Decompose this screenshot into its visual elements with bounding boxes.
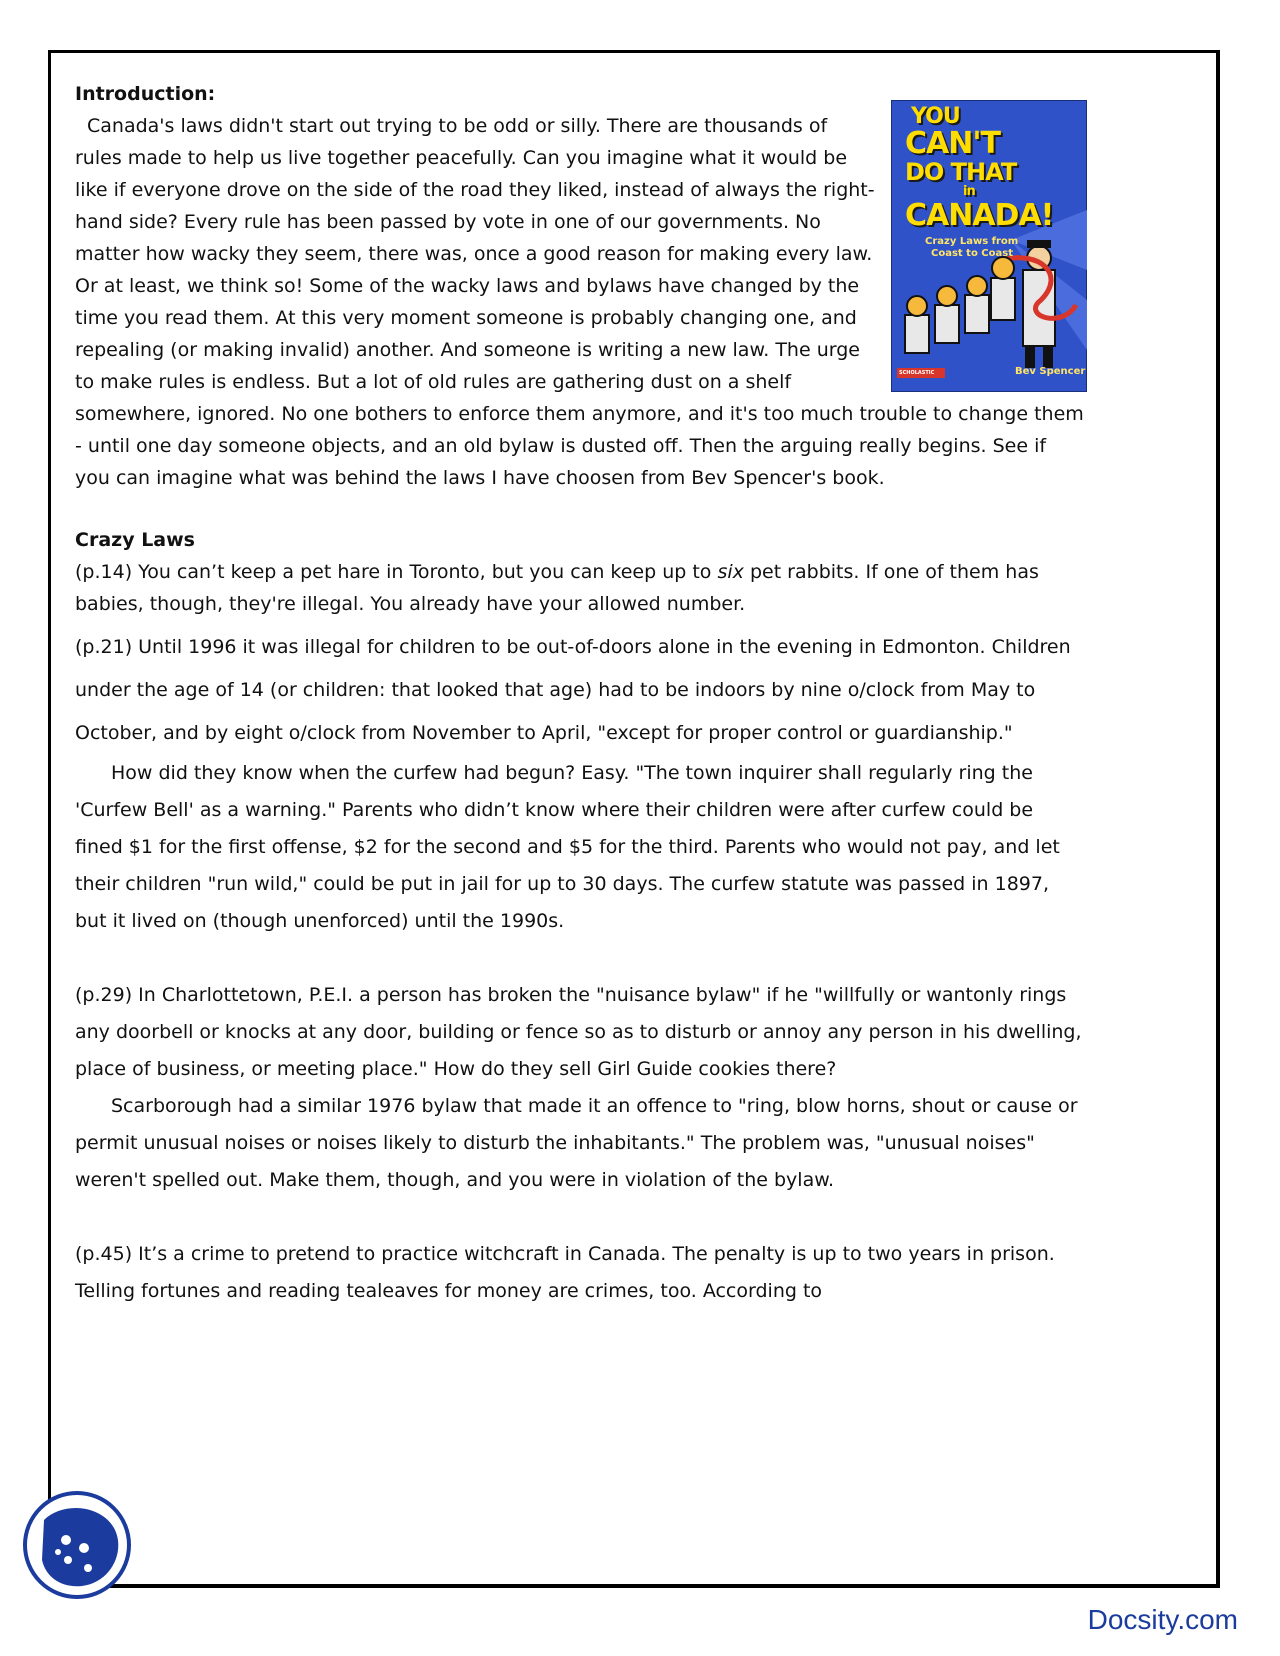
cover-title-line4: in: [963, 184, 975, 199]
law-p45: (p.45) It’s a crime to pretend to practice witchcraft in Canada. The penalty is up to two years in prison. Telling fortunes and reading tealeaves for money are crimes, too. According to: [75, 1243, 1055, 1302]
law-p21-continued: [75, 755, 1085, 940]
cover-title-line1: YOU: [911, 104, 960, 129]
intro-text: Canada's laws didn't start out trying to be odd or silly. There are thousands of rules made to help us live together peacefully. Can you imagine what it would be like if everyone drove on the side of the road they liked, instead of always the right-hand side? Every rule has been passed by vote in one of our governments. No matter how wacky they seem, there was, once a good reason for making every law. Or at least, we think so! Some of the wacky laws and bylaws have changed by the time you read them. At this very moment someone is probably changing one, and repealing (or making invalid) another. And someone is writing a new law. The urge to make rules is endless. But a lot of old rules are gathering dust on a shelf somewhere, ignored. No one bothers to enforce them anymore, and it's too much trouble to change them - until one day someone objects, and an old bylaw is dusted off. Then the arguing really begins. See if you can imagine what was behind the laws I have choosen from Bev Spencer's book.: [75, 115, 1084, 489]
cover-subtitle-line2: Coast to Coast: [931, 248, 1013, 259]
law-p14: [75, 556, 1085, 620]
intro-heading: Introduction:: [75, 83, 216, 105]
cover-title-line3: DO THAT: [905, 158, 1017, 186]
document-body: [75, 78, 1085, 1310]
law-p14-emphasis: six: [717, 561, 744, 583]
law-p29: (p.29) In Charlottetown, P.E.I. a person has broken the "nuisance bylaw" if he "willfully or wantonly rings any doorbell or knocks at any door, building or fence so as to disturb or annoy any person in his dwelling, place of business, or meeting place." How do they sell Girl Guide cookies there?: [75, 984, 1082, 1080]
law-p14-before: (p.14) You can’t keep a pet hare in Toronto, but you can keep up to: [75, 561, 718, 583]
cover-author: Bev Spencer: [1015, 366, 1086, 377]
law-p29-continued: [75, 1088, 1085, 1199]
law-p14-after: pet rabbits. If one of them has babies, though, they're illegal. You already have your allowed number.: [75, 561, 1039, 615]
law-p21-continued-text: How did they know when the curfew had begun? Easy. "The town inquirer shall regularly ring the 'Curfew Bell' as a warning." Parents who didn’t know where their children were after curfew could be fined $1 for the first offense, $2 for the second and $5 for the third. Parents who would not pay, and let their children "run wild," could be put in jail for up to 30 days. The curfew statute was passed in 1897, but it lived on (though unenforced) until the 1990s.: [75, 762, 1060, 932]
docsity-watermark[interactable]: Docsity.com: [1087, 1604, 1238, 1635]
book-cover-image: [891, 100, 1087, 392]
cover-publisher: SCHOLASTIC: [899, 370, 935, 376]
law-p21: (p.21) Until 1996 it was illegal for children to be out-of-doors alone in the evening in Edmonton. Children under the age of 14 (or children: that looked that age) had to be indoors by nine o/clock from May to October, and by eight o/clock from November to April, "except for proper control or guardianship.": [75, 636, 1071, 744]
cover-subtitle-line1: Crazy Laws from: [925, 236, 1019, 247]
crazy-laws-heading: Crazy Laws: [75, 529, 195, 551]
law-p29-continued-text: Scarborough had a similar 1976 bylaw that made it an offence to "ring, blow horns, shout or cause or permit unusual noises or noises likely to disturb the inhabitants." The problem was, "unusual noises" weren't spelled out. Make them, though, and you were in violation of the bylaw.: [75, 1095, 1078, 1191]
cover-title-line5: CANADA!: [905, 198, 1054, 233]
cover-title-line2: CAN'T: [905, 126, 1000, 161]
docsity-logo-icon: [22, 1490, 132, 1600]
